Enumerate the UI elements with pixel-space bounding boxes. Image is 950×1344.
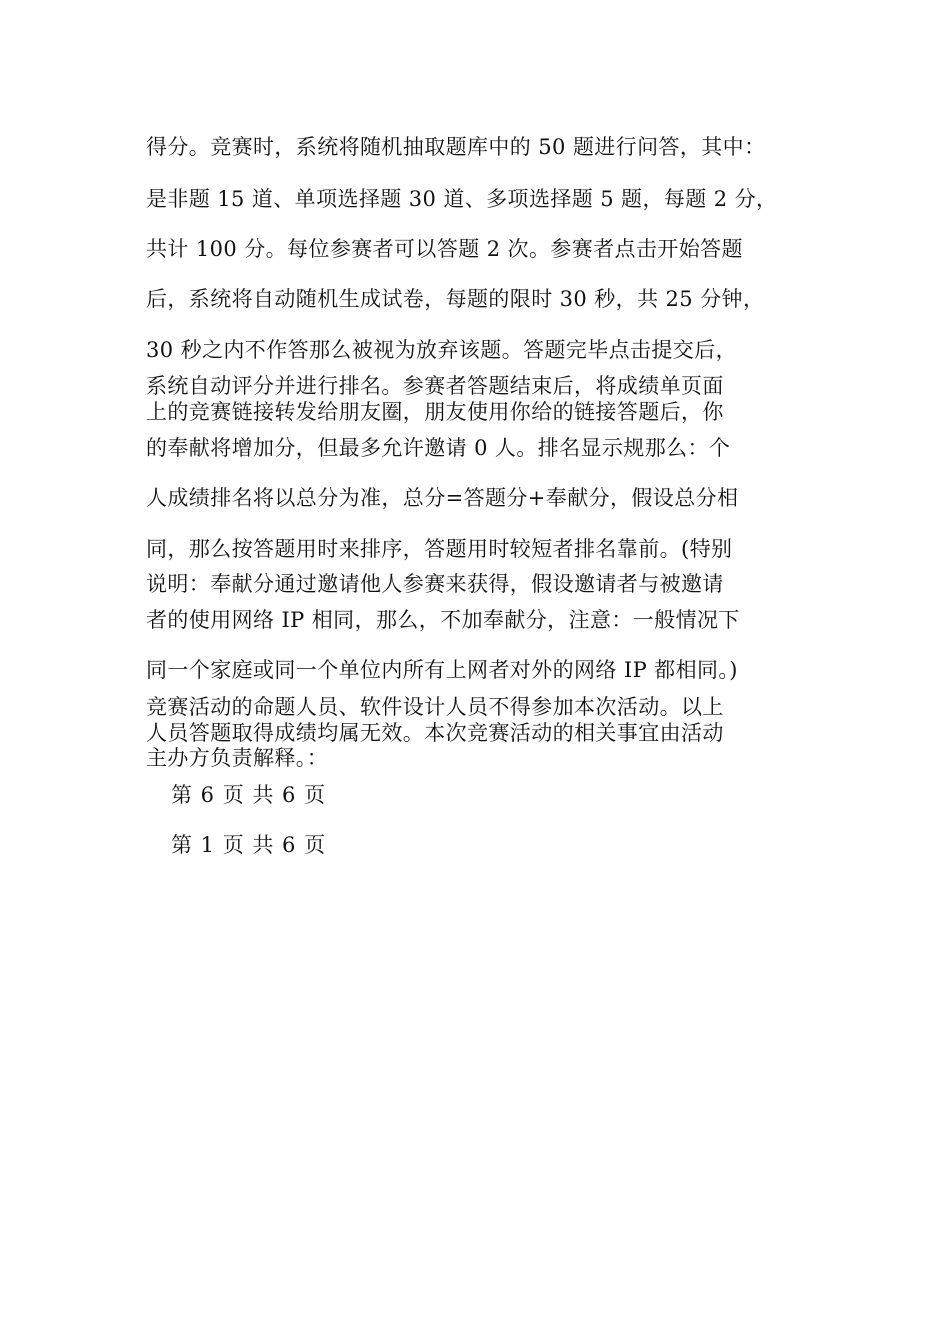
paragraph-line-10: 同，那么按答题用时来排序，答题用时较短者排名靠前。(特别	[146, 537, 733, 561]
paragraph-line-15: 人员答题取得成绩均属无效。本次竞赛活动的相关事宜由活动	[146, 721, 724, 745]
paragraph-line-8: 的奉献将增加分，但最多允许邀请 0 人。排名显示规那么：个	[146, 436, 731, 460]
paragraph-line-11: 说明：奉献分通过邀请他人参赛来获得，假设邀请者与被邀请	[146, 572, 724, 596]
paragraph-line-7: 上的竞赛链接转发给朋友圈，朋友使用你给的链接答题后，你	[146, 400, 724, 424]
paragraph-line-4: 后，系统将自动随机生成试卷，每题的限时 30 秒，共 25 分钟，	[146, 287, 765, 311]
paragraph-line-9: 人成绩排名将以总分为准，总分=答题分+奉献分，假设总分相	[146, 486, 739, 510]
paragraph-line-14: 竞赛活动的命题人员、软件设计人员不得参加本次活动。以上	[146, 695, 724, 719]
page-number-footer-1: 第 6 页 共 6 页	[171, 783, 327, 807]
paragraph-line-12: 者的使用网络 IP 相同，那么，不加奉献分，注意：一般情况下	[146, 608, 740, 632]
paragraph-line-13: 同一个家庭或同一个单位内所有上网者对外的网络 IP 都相同。)	[146, 658, 738, 682]
paragraph-line-5: 30 秒之内不作答那么被视为放弃该题。答题完毕点击提交后，	[146, 338, 737, 362]
page-number-footer-2: 第 1 页 共 6 页	[171, 833, 327, 857]
paragraph-line-2: 是非题 15 道、单项选择题 30 道、多项选择题 5 题，每题 2 分，	[146, 187, 778, 211]
paragraph-line-3: 共计 100 分。每位参赛者可以答题 2 次。参赛者点击开始答题	[146, 237, 743, 261]
paragraph-line-6: 系统自动评分并进行排名。参赛者答题结束后，将成绩单页面	[146, 374, 724, 398]
paragraph-line-1: 得分。竞赛时，系统将随机抽取题库中的 50 题进行问答，其中：	[146, 135, 766, 159]
paragraph-line-16: 主办方负责解释。：	[146, 746, 329, 770]
